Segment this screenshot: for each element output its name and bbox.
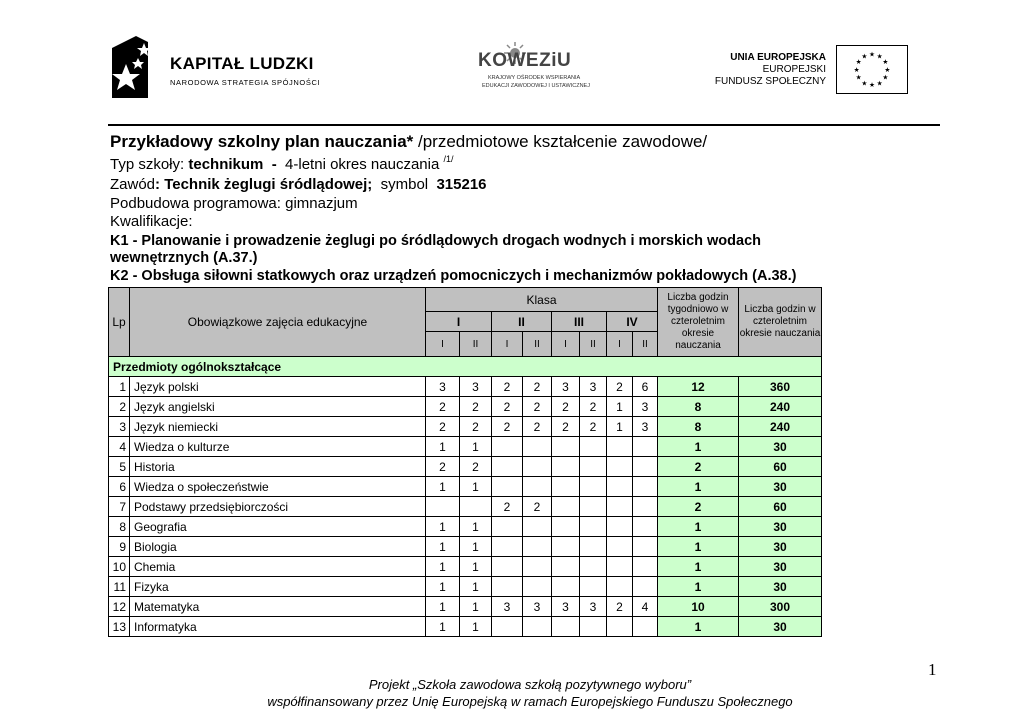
row-semester-hours: 1 [426,437,460,457]
header-lp: Lp [109,288,130,357]
row-semester-hours: 1 [426,537,460,557]
row-semester-hours [633,517,658,537]
row-subject: Podstawy przedsiębiorczości [130,497,426,517]
svg-text:★: ★ [876,52,883,61]
program-base: Podbudowa programowa: gimnazjum [110,195,358,212]
row-semester-hours [580,477,607,497]
table-row [109,557,822,577]
row-semester-hours [426,497,460,517]
row-semester-hours: 1 [426,577,460,597]
row-lp: 13 [109,617,130,637]
row-semester-hours [523,617,552,637]
document-title [110,132,707,152]
row-semester-hours [552,437,580,457]
table-row [109,417,822,437]
kapital-ludzki-subtitle: NARODOWA STRATEGIA SPÓJNOŚCI [170,78,321,87]
svg-text:★: ★ [882,58,889,67]
row-subject: Historia [130,457,426,477]
row-weekly-hours: 12 [658,377,739,397]
header-semester: II [460,332,492,357]
row-semester-hours [607,477,633,497]
row-semester-hours [523,537,552,557]
svg-text:★: ★ [884,65,891,74]
header-total-hours: Liczba godzin w czteroletnim okresie nauczania [739,288,822,357]
header-semester: II [523,332,552,357]
row-semester-hours: 2 [426,417,460,437]
svg-text:★: ★ [861,52,868,61]
row-semester-hours: 2 [492,397,523,417]
kapital-ludzki-title: KAPITAŁ LUDZKI [170,54,314,73]
row-semester-hours: 1 [607,397,633,417]
kapital-ludzki-logo [108,34,328,100]
row-semester-hours [633,557,658,577]
row-semester-hours: 1 [460,557,492,577]
school-sep: - [263,156,286,173]
row-total-hours: 30 [739,557,822,577]
row-semester-hours: 1 [426,597,460,617]
row-semester-hours: 2 [492,417,523,437]
row-semester-hours: 2 [523,377,552,397]
row-semester-hours: 3 [492,597,523,617]
row-semester-hours [580,537,607,557]
row-semester-hours [633,577,658,597]
row-semester-hours: 2 [607,377,633,397]
row-semester-hours: 1 [426,557,460,577]
table-row [109,597,822,617]
row-semester-hours [580,517,607,537]
row-semester-hours [607,437,633,457]
row-lp: 10 [109,557,130,577]
row-semester-hours [607,617,633,637]
svg-text:★: ★ [876,79,883,88]
row-semester-hours: 2 [523,417,552,437]
profession-label: Zawód [110,176,156,193]
table-row [109,617,822,637]
header-semester: I [426,332,460,357]
row-semester-hours [552,617,580,637]
row-semester-hours [633,457,658,477]
kowezu-subtitle-1: KRAJOWY OŚRODEK WSPIERANIA [488,75,581,81]
row-lp: 2 [109,397,130,417]
row-semester-hours [523,557,552,577]
svg-text:★: ★ [882,73,889,82]
qualifications-label: Kwalifikacje: [110,213,193,230]
row-lp: 7 [109,497,130,517]
row-weekly-hours: 1 [658,557,739,577]
row-weekly-hours: 1 [658,437,739,457]
symbol-label: symbol [372,176,437,193]
row-subject: Język angielski [130,397,426,417]
row-semester-hours [607,517,633,537]
row-lp: 4 [109,437,130,457]
row-semester-hours: 3 [633,417,658,437]
row-semester-hours [492,557,523,577]
row-semester-hours [552,497,580,517]
svg-text:★: ★ [853,65,860,74]
header-klasa: Klasa [426,288,658,312]
row-total-hours: 30 [739,617,822,637]
row-subject: Język polski [130,377,426,397]
row-semester-hours: 1 [460,617,492,637]
row-semester-hours [492,437,523,457]
svg-text:★: ★ [868,81,876,90]
section-general-subjects: Przedmioty ogólnokształcące [109,357,822,377]
row-semester-hours: 1 [607,417,633,437]
svg-text:★: ★ [855,73,862,82]
svg-text:★: ★ [855,58,862,67]
row-subject: Biologia [130,537,426,557]
table-row [109,377,822,397]
row-lp: 11 [109,577,130,597]
row-semester-hours [633,497,658,517]
header-year-3: III [552,312,607,332]
row-semester-hours: 2 [460,457,492,477]
row-semester-hours [633,617,658,637]
row-subject: Wiedza o społeczeństwie [130,477,426,497]
row-semester-hours: 2 [552,417,580,437]
row-semester-hours [633,477,658,497]
row-total-hours: 60 [739,497,822,517]
row-semester-hours [607,457,633,477]
header-weekly-hours: Liczba godzin tygodniowo w czteroletnim okresie nauczania [658,288,739,357]
row-weekly-hours: 2 [658,497,739,517]
kowezu-logo [478,42,598,100]
school-value: technikum [188,156,264,173]
row-total-hours: 240 [739,417,822,437]
row-semester-hours: 3 [523,597,552,617]
footer-line-2: współfinansowany przez Unię Europejską w ramach Europejskiego Funduszu Społecznego [267,694,793,709]
row-semester-hours: 2 [580,397,607,417]
row-semester-hours: 2 [523,397,552,417]
kowezu-title: KOWEZiU [478,50,572,71]
row-semester-hours: 1 [460,537,492,557]
row-semester-hours: 1 [426,517,460,537]
header-year-2: II [492,312,552,332]
header-semester: II [580,332,607,357]
row-total-hours: 60 [739,457,822,477]
row-weekly-hours: 8 [658,397,739,417]
row-weekly-hours: 10 [658,597,739,617]
table-row [109,497,822,517]
row-semester-hours: 4 [633,597,658,617]
row-semester-hours: 2 [492,377,523,397]
row-semester-hours: 1 [460,597,492,617]
row-subject: Wiedza o kulturze [130,437,426,457]
row-semester-hours: 1 [426,617,460,637]
row-semester-hours [633,537,658,557]
row-semester-hours [607,557,633,577]
eu-line-3: FUNDUSZ SPOŁECZNY [714,76,826,87]
eu-line-2: EUROPEJSKI [762,64,826,75]
page-number: 1 [928,660,937,679]
row-subject: Język niemiecki [130,417,426,437]
row-semester-hours: 2 [552,397,580,417]
kapital-ludzki-emblem-icon [108,34,158,100]
row-total-hours: 240 [739,397,822,417]
table-row [109,517,822,537]
row-weekly-hours: 1 [658,477,739,497]
row-semester-hours [523,577,552,597]
row-total-hours: 30 [739,577,822,597]
eu-line-1: UNIA EUROPEJSKA [730,52,826,63]
row-semester-hours: 2 [523,497,552,517]
row-weekly-hours: 2 [658,457,739,477]
row-semester-hours [552,537,580,557]
row-semester-hours [492,477,523,497]
row-semester-hours [580,497,607,517]
row-semester-hours: 3 [633,397,658,417]
row-total-hours: 30 [739,537,822,557]
row-semester-hours [523,477,552,497]
table-row [109,397,822,417]
row-semester-hours [633,437,658,457]
row-semester-hours [492,617,523,637]
title-rest: /przedmiotowe kształcenie zawodowe/ [413,132,708,151]
row-semester-hours: 6 [633,377,658,397]
row-semester-hours: 2 [426,457,460,477]
row-semester-hours: 2 [426,397,460,417]
row-total-hours: 300 [739,597,822,617]
school-label: Typ szkoły: [110,156,189,173]
row-lp: 1 [109,377,130,397]
eu-flag-icon [836,45,908,94]
row-semester-hours: 3 [552,377,580,397]
row-semester-hours [492,517,523,537]
row-total-hours: 30 [739,517,822,537]
row-semester-hours: 2 [492,497,523,517]
row-lp: 12 [109,597,130,617]
school-footnote: /1/ [443,154,454,164]
kowezu-subtitle-2: EDUKACJI ZAWODOWEJ I USTAWICZNEJ [482,83,590,89]
row-semester-hours: 2 [460,397,492,417]
header-semester: II [633,332,658,357]
row-semester-hours: 1 [426,477,460,497]
curriculum-table [108,287,822,637]
row-semester-hours: 1 [460,437,492,457]
row-semester-hours: 1 [460,577,492,597]
row-semester-hours: 2 [607,597,633,617]
row-semester-hours [580,437,607,457]
row-lp: 9 [109,537,130,557]
row-subject: Fizyka [130,577,426,597]
row-weekly-hours: 8 [658,417,739,437]
row-semester-hours [552,577,580,597]
header-year-1: I [426,312,492,332]
row-semester-hours: 1 [460,517,492,537]
school-type [110,156,454,173]
eu-text [715,52,826,88]
row-semester-hours [580,557,607,577]
row-semester-hours [492,577,523,597]
header-year-4: IV [607,312,658,332]
svg-text:★: ★ [868,50,876,59]
row-semester-hours [552,557,580,577]
header-divider [108,124,940,126]
row-weekly-hours: 1 [658,617,739,637]
row-semester-hours [492,457,523,477]
row-semester-hours: 2 [580,417,607,437]
row-subject: Informatyka [130,617,426,637]
row-semester-hours [580,617,607,637]
row-subject: Matematyka [130,597,426,617]
table-row [109,577,822,597]
school-period: 4-letni okres nauczania [285,156,444,173]
row-total-hours: 30 [739,437,822,457]
profession-value: : Technik żeglugi śródlądowej; [155,176,373,193]
row-semester-hours [580,577,607,597]
row-weekly-hours: 1 [658,517,739,537]
row-semester-hours [523,457,552,477]
svg-text:★: ★ [861,79,868,88]
qualification-k2: K2 - Obsługa siłowni statkowych oraz urządzeń pomocniczych i mechanizmów pokładowych (A.38.) [110,268,797,284]
header-subject: Obowiązkowe zajęcia edukacyjne [130,288,426,357]
row-subject: Geografia [130,517,426,537]
row-semester-hours: 3 [580,597,607,617]
title-bold: Przykładowy szkolny plan nauczania* [110,132,414,151]
header-semester: I [607,332,633,357]
row-lp: 3 [109,417,130,437]
row-lp: 6 [109,477,130,497]
symbol-value: 315216 [436,176,487,193]
row-lp: 8 [109,517,130,537]
row-semester-hours [580,457,607,477]
row-semester-hours [607,577,633,597]
table-row [109,437,822,457]
row-semester-hours [460,497,492,517]
qualification-k1: K1 - Planowanie i prowadzenie żeglugi po śródlądowych drogach wodnych i morskich wodach wewnętrznych (A.37.) [110,233,761,266]
row-total-hours: 360 [739,377,822,397]
row-semester-hours [552,477,580,497]
table-row [109,477,822,497]
row-semester-hours: 1 [460,477,492,497]
row-semester-hours [552,517,580,537]
row-semester-hours [607,497,633,517]
row-weekly-hours: 1 [658,577,739,597]
row-semester-hours: 3 [580,377,607,397]
row-lp: 5 [109,457,130,477]
header-semester: I [492,332,523,357]
row-semester-hours [523,517,552,537]
row-semester-hours [523,437,552,457]
row-semester-hours: 3 [426,377,460,397]
footer-line-1: Projekt „Szkoła zawodowa szkołą pozytywnego wyboru” [368,677,692,692]
row-semester-hours: 3 [460,377,492,397]
header-semester: I [552,332,580,357]
table-row [109,537,822,557]
row-total-hours: 30 [739,477,822,497]
row-semester-hours [607,537,633,557]
row-semester-hours [492,537,523,557]
row-subject: Chemia [130,557,426,577]
row-weekly-hours: 1 [658,537,739,557]
row-semester-hours: 3 [552,597,580,617]
row-semester-hours [552,457,580,477]
profession [110,176,487,193]
table-row [109,457,822,477]
row-semester-hours: 2 [460,417,492,437]
